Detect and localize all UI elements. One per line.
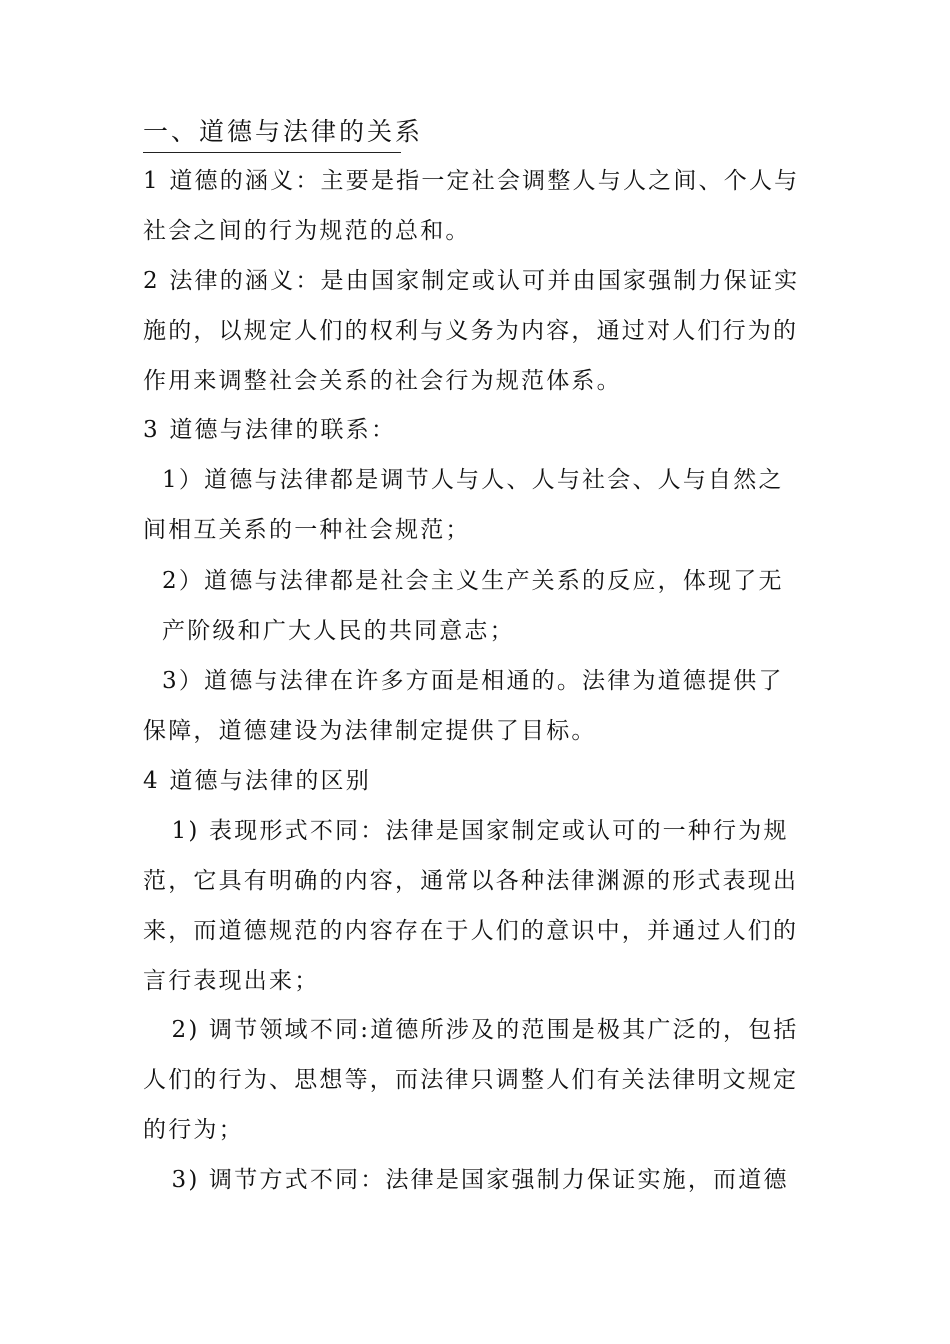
- paragraph-line: 的行为；: [143, 1117, 244, 1143]
- paragraph-line: 产阶级和广大人民的共同意志；: [143, 618, 515, 644]
- paragraph-line: 人们的行为、思想等，而法律只调整人们有关法律明文规定: [143, 1067, 799, 1093]
- paragraph-line: 间相互关系的一种社会规范；: [143, 517, 471, 543]
- paragraph-line: 1）道德与法律都是调节人与人、人与社会、人与自然之: [143, 467, 784, 493]
- paragraph-line: 保障，道德建设为法律制定提供了目标。: [143, 718, 597, 744]
- paragraph-line: 范，它具有明确的内容，通常以各种法律渊源的形式表现出: [143, 868, 799, 894]
- paragraph-line: 来，而道德规范的内容存在于人们的意识中，并通过人们的: [143, 918, 799, 944]
- paragraph-line: 施的，以规定人们的权利与义务为内容，通过对人们行为的: [143, 318, 799, 344]
- paragraph-line: 2) 调节领域不同:道德所涉及的范围是极其广泛的，包括: [143, 1017, 799, 1043]
- paragraph-line: 2 法律的涵义：是由国家制定或认可并由国家强制力保证实: [143, 268, 800, 294]
- paragraph-line: 1) 表现形式不同：法律是国家制定或认可的一种行为规: [143, 818, 789, 844]
- paragraph-line: 3 道德与法律的联系：: [143, 417, 397, 443]
- paragraph-line: 作用来调整社会关系的社会行为规范体系。: [143, 368, 622, 394]
- paragraph-line: 1 道德的涵义：主要是指一定社会调整人与人之间、个人与: [143, 168, 800, 194]
- paragraph-line: 4 道德与法律的区别: [143, 768, 371, 794]
- title-underline: [143, 152, 401, 153]
- paragraph-line: 3) 调节方式不同：法律是国家强制力保证实施，而道德: [143, 1167, 789, 1193]
- section-title: 一、道德与法律的关系: [143, 117, 424, 146]
- paragraph-line: 社会之间的行为规范的总和。: [143, 218, 471, 244]
- paragraph-line: 言行表现出来；: [143, 968, 320, 994]
- paragraph-line: 2）道德与法律都是社会主义生产关系的反应，体现了无: [143, 568, 784, 594]
- paragraph-line: 3）道德与法律在许多方面是相通的。法律为道德提供了: [143, 668, 784, 694]
